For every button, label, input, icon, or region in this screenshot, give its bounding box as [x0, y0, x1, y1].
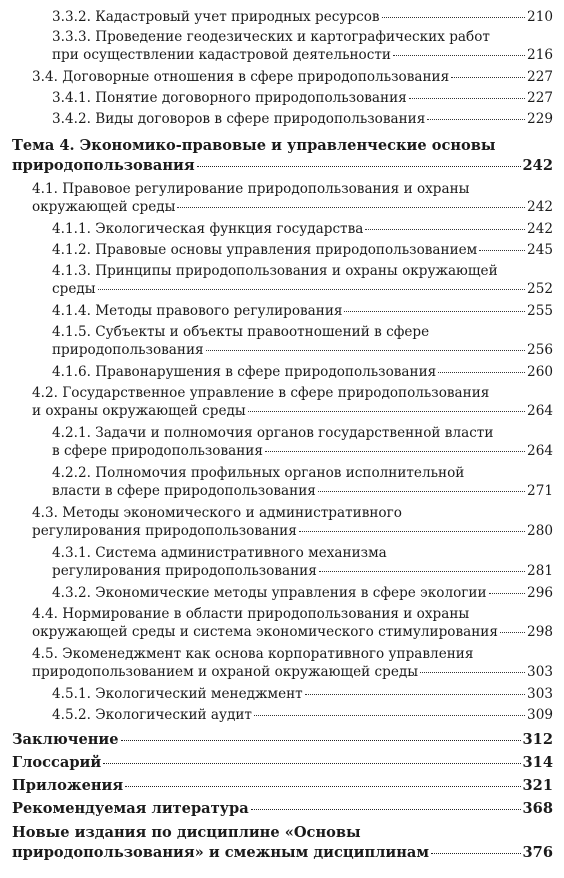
toc-entry[interactable]: [32, 180, 553, 217]
dot-leader: [344, 311, 525, 312]
toc-entry-line: [52, 323, 553, 341]
dot-leader: [125, 786, 520, 787]
toc-entry-line: [32, 663, 553, 681]
toc-entry-line: [52, 562, 553, 580]
toc-page-number: 368: [522, 800, 553, 817]
toc-page-number: 303: [527, 686, 553, 702]
toc-entry[interactable]: [52, 424, 553, 461]
dot-leader: [479, 250, 525, 251]
toc-entry-title: власти в сфере природопользования: [52, 483, 316, 500]
toc-entry-title: 4.1. Правовое регулирование природопользования и охраны: [32, 181, 470, 197]
toc-entry[interactable]: [52, 8, 553, 26]
toc-entry-title: окружающей среды: [32, 199, 176, 216]
toc-entry[interactable]: [52, 685, 553, 703]
toc-entry-title: 4.5.2. Экологический аудит: [52, 707, 252, 723]
toc-entry-title: природопользованием и охраной окружающей среды: [32, 664, 419, 681]
toc-page-number: 271: [527, 483, 553, 500]
toc-entry-line: [32, 402, 553, 420]
toc-entry-line: [52, 280, 553, 298]
toc-entry[interactable]: [12, 136, 553, 176]
toc-entry-title: Приложения: [12, 777, 124, 794]
toc-entry[interactable]: [32, 605, 553, 642]
toc-entry[interactable]: [52, 584, 553, 602]
toc-entry-title: 4.1.1. Экологическая функция государства: [52, 221, 364, 237]
toc-entry[interactable]: [32, 645, 553, 682]
dot-leader: [251, 809, 521, 810]
toc-entry-title: 4.1.6. Правонарушения в сфере природопользования: [52, 364, 437, 380]
toc-entry-line: [52, 544, 553, 562]
toc-entry-title: Рекомендуемая литература: [12, 800, 249, 817]
dot-leader: [409, 98, 525, 99]
toc-entry-title: природопользования» и смежным дисциплинам: [12, 843, 430, 861]
toc-entry-line: [32, 198, 553, 216]
toc-page-number: 227: [527, 69, 553, 85]
dot-leader: [121, 740, 521, 741]
toc-entry-line: [12, 136, 553, 156]
toc-page-number: 264: [527, 403, 553, 420]
toc-page-number: 255: [527, 303, 553, 319]
toc-page-number: 245: [527, 242, 553, 258]
dot-leader: [382, 17, 526, 18]
toc-page-number: 227: [527, 90, 553, 106]
toc-entry-line: [52, 110, 553, 128]
toc-entry-title: при осуществлении кадастровой деятельности: [52, 47, 391, 64]
toc-entry-title: 4.1.5. Субъекты и объекты правоотношений в сфере: [52, 324, 430, 340]
toc-entry-line: [52, 302, 553, 320]
toc-entry-title: регулирования природопользования: [52, 563, 317, 580]
toc-entry-title: 4.1.4. Методы правового регулирования: [52, 303, 343, 319]
toc-entry-line: [52, 89, 553, 107]
toc-page-number: 216: [527, 47, 553, 64]
toc-entry-line: [12, 776, 553, 796]
dot-leader: [254, 715, 525, 716]
dot-leader: [427, 119, 525, 120]
dot-leader: [500, 632, 525, 633]
toc-entry[interactable]: [32, 68, 553, 86]
toc-entry-line: [12, 753, 553, 773]
toc-page-number: 309: [527, 707, 553, 723]
toc-entry-line: [12, 799, 553, 819]
toc-entry-line: [32, 605, 553, 623]
dot-leader: [318, 491, 525, 492]
toc-entry[interactable]: [52, 544, 553, 581]
toc-entry[interactable]: [52, 262, 553, 299]
dot-leader: [489, 593, 526, 594]
toc-entry-title: 3.4.1. Понятие договорного природопользования: [52, 90, 407, 106]
toc-entry[interactable]: [52, 363, 553, 381]
toc-entry-line: [12, 730, 553, 750]
toc-entry[interactable]: [52, 220, 553, 238]
toc-entry[interactable]: [52, 464, 553, 501]
toc-entry-line: [52, 464, 553, 482]
toc-entry[interactable]: [12, 799, 553, 819]
toc-entry[interactable]: [52, 89, 553, 107]
dot-leader: [420, 672, 525, 673]
toc-page-number: 314: [522, 754, 553, 771]
toc-entry-line: [52, 363, 553, 381]
toc-page-number: 210: [527, 9, 553, 25]
toc-entry-title: 4.3.1. Система административного механизма: [52, 545, 387, 561]
dot-leader: [206, 350, 525, 351]
toc-entry-line: [32, 623, 553, 641]
toc-entry-title: регулирования природопользования: [32, 523, 297, 540]
dot-leader: [265, 451, 525, 452]
toc-entry-line: [52, 8, 553, 26]
toc-entry-line: [32, 645, 553, 663]
toc-page-number: 264: [527, 443, 553, 460]
toc-entry[interactable]: [12, 776, 553, 796]
toc-entry[interactable]: [32, 384, 553, 421]
toc-entry-title: и охраны окружающей среды: [32, 403, 246, 420]
toc-entry-line: [52, 424, 553, 442]
toc-entry[interactable]: [12, 730, 553, 750]
toc-entry-title: 4.4. Нормирование в области природопользования и охраны: [32, 606, 470, 622]
toc-entry-line: [52, 341, 553, 359]
toc-entry-line: [32, 384, 553, 402]
toc-page-number: 256: [527, 342, 553, 359]
toc-entry-title: Тема 4. Экономико-правовые и управленческие основы: [12, 137, 496, 154]
toc-entry-line: [12, 823, 553, 843]
toc-entry[interactable]: [12, 753, 553, 773]
dot-leader: [451, 77, 525, 78]
toc-entry[interactable]: [52, 28, 553, 65]
dot-leader: [393, 55, 525, 56]
toc-page-number: 321: [522, 777, 553, 794]
toc-page-number: 280: [527, 523, 553, 540]
toc-page-number: 376: [522, 843, 553, 861]
toc-page-number: 229: [527, 111, 553, 127]
toc-entry-line: [32, 68, 553, 86]
toc-entry-title: 4.3. Методы экономического и административного: [32, 505, 402, 521]
toc-entry-title: 4.2. Государственное управление в сфере природопользования: [32, 385, 490, 401]
toc-entry[interactable]: [52, 706, 553, 724]
toc-entry-line: [52, 706, 553, 724]
dot-leader: [305, 694, 525, 695]
toc-entry-line: [32, 504, 553, 522]
dot-leader: [438, 372, 525, 373]
dot-leader: [197, 166, 521, 167]
toc-entry-line: [52, 220, 553, 238]
toc-page-number: 281: [527, 563, 553, 580]
toc-page-number: 298: [527, 624, 553, 641]
toc-entry-title: Новые издания по дисциплине «Основы: [12, 824, 361, 841]
dot-leader: [431, 853, 520, 854]
toc-entry-title: 4.2.1. Задачи и полномочия органов государственной власти: [52, 425, 494, 441]
toc-entry-line: [52, 442, 553, 460]
toc-entry-title: Заключение: [12, 731, 119, 748]
dot-leader: [319, 571, 525, 572]
toc-entry-line: [52, 482, 553, 500]
toc-page-number: 312: [522, 731, 553, 748]
toc-entry-line: [52, 685, 553, 703]
toc-page-number: 260: [527, 364, 553, 380]
toc-entry-title: 4.1.2. Правовые основы управления природопользованием: [52, 242, 478, 258]
toc-page-number: 242: [527, 221, 553, 237]
toc-entry-line: [52, 241, 553, 259]
dot-leader: [248, 411, 525, 412]
toc-entry-title: среды: [52, 281, 96, 298]
toc-entry-title: 3.3.2. Кадастровый учет природных ресурсов: [52, 9, 380, 25]
toc-entry-line: [12, 156, 553, 176]
toc-entry[interactable]: [32, 504, 553, 541]
toc-entry-title: в сфере природопользования: [52, 443, 263, 460]
toc-entry-line: [52, 262, 553, 280]
toc-page-number: 242: [522, 156, 553, 174]
toc-entry[interactable]: [52, 302, 553, 320]
toc-entry[interactable]: [52, 241, 553, 259]
dot-leader: [98, 289, 525, 290]
toc-entry-title: природопользования: [12, 156, 195, 174]
toc-entry-line: [32, 180, 553, 198]
toc-entry-title: 4.2.2. Полномочия профильных органов исполнительной: [52, 465, 465, 481]
toc-entry[interactable]: [12, 823, 553, 863]
toc-entry-line: [32, 522, 553, 540]
toc-entry-title: Глоссарий: [12, 754, 102, 771]
toc-page-number: 252: [527, 281, 553, 298]
toc-entry-line: [52, 28, 553, 46]
toc-entry-title: 4.1.3. Принципы природопользования и охраны окружающей: [52, 263, 498, 279]
toc-entry-line: [12, 843, 553, 863]
toc-entry-line: [52, 584, 553, 602]
toc-entry-title: 3.3.3. Проведение геодезических и картографических работ: [52, 29, 490, 45]
dot-leader: [103, 763, 520, 764]
toc-entry[interactable]: [52, 323, 553, 360]
toc-page-number: 242: [527, 199, 553, 216]
toc-entry-title: природопользования: [52, 342, 204, 359]
toc-page-number: 303: [527, 664, 553, 681]
dot-leader: [365, 229, 525, 230]
dot-leader: [299, 531, 525, 532]
toc-entry-title: окружающей среды и система экономического стимулирования: [32, 624, 498, 641]
toc-entry-line: [52, 46, 553, 64]
toc-entry-title: 4.3.2. Экономические методы управления в сфере экологии: [52, 585, 487, 601]
toc-entry-title: 4.5.1. Экологический менеджмент: [52, 686, 303, 702]
toc-entry-title: 4.5. Экоменеджмент как основа корпоративного управления: [32, 646, 474, 662]
toc-entry-title: 3.4. Договорные отношения в сфере природопользования: [32, 69, 450, 85]
toc-entry-title: 3.4.2. Виды договоров в сфере природопользования: [52, 111, 426, 127]
toc-entry[interactable]: [52, 110, 553, 128]
dot-leader: [177, 207, 525, 208]
toc-page-number: 296: [527, 585, 553, 601]
